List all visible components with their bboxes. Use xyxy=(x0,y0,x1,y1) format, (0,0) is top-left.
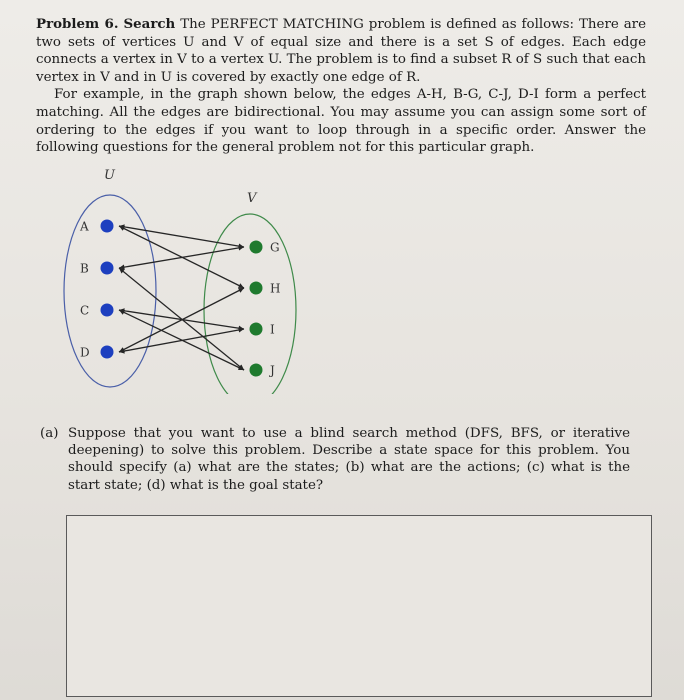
vertex-G xyxy=(250,241,263,254)
set-u-label: U xyxy=(104,168,115,183)
edge-B-G xyxy=(119,247,244,268)
problem-statement xyxy=(36,16,646,157)
vertex-H xyxy=(250,282,263,295)
vertex-label-B: B xyxy=(80,261,89,276)
edge-D-H xyxy=(119,288,244,352)
vertex-A xyxy=(101,220,114,233)
matching-graph xyxy=(60,162,320,394)
problem-paragraph-2: For example, in the graph shown below, the edges A-H, B-G, C-J, D-I form a perfect matching. All the edges are bidirectional. You may assume you can assign some sort of ordering to the edges if you want to loop through in a specific order. Answer the following questions for the general problem not for this particular graph. xyxy=(36,87,646,156)
vertex-label-G: G xyxy=(270,240,280,255)
edges-layer xyxy=(119,224,244,370)
vertex-label-I: I xyxy=(270,322,275,337)
vertex-D xyxy=(101,346,114,359)
u-vertices-layer xyxy=(79,220,114,360)
vertex-J xyxy=(250,364,263,377)
question-a-text: Suppose that you want to use a blind search method (DFS, BFS, or iterative deepening) to solve this problem. Describe a state space for this problem. You should specify (a) what are the states; (b) what are the actions; (c) what is the start state; (d) what is the goal state? xyxy=(68,426,630,493)
question-a-label: (a) xyxy=(40,426,59,441)
vertex-I xyxy=(250,323,263,336)
problem-label: Problem 6. xyxy=(36,16,119,32)
problem-paragraph-1 xyxy=(36,16,646,86)
vertex-label-C: C xyxy=(80,303,90,318)
question-a xyxy=(40,425,630,494)
answer-box[interactable] xyxy=(66,515,652,697)
vertex-label-H: H xyxy=(270,281,281,296)
set-v-label: V xyxy=(247,191,257,206)
edge-D-I xyxy=(119,329,244,352)
set-v-oval xyxy=(204,214,296,394)
v-vertices-layer xyxy=(250,241,281,378)
vertex-label-A: A xyxy=(80,219,89,234)
problem-heading: Search xyxy=(123,16,176,32)
vertex-label-J: J xyxy=(270,363,275,378)
vertex-C xyxy=(101,304,114,317)
problem-definition: The PERFECT MATCHING problem is defined as follows: There are two sets of vertices U and V of equal size and there is a set S of edges. Each edge connects a vertex in V to a vertex U. The problem is to find a subset R of S such that each vertex in V and in U is covered by exactly one edge of R. xyxy=(36,17,647,85)
vertex-label-D: D xyxy=(80,345,90,360)
vertex-B xyxy=(101,262,114,275)
